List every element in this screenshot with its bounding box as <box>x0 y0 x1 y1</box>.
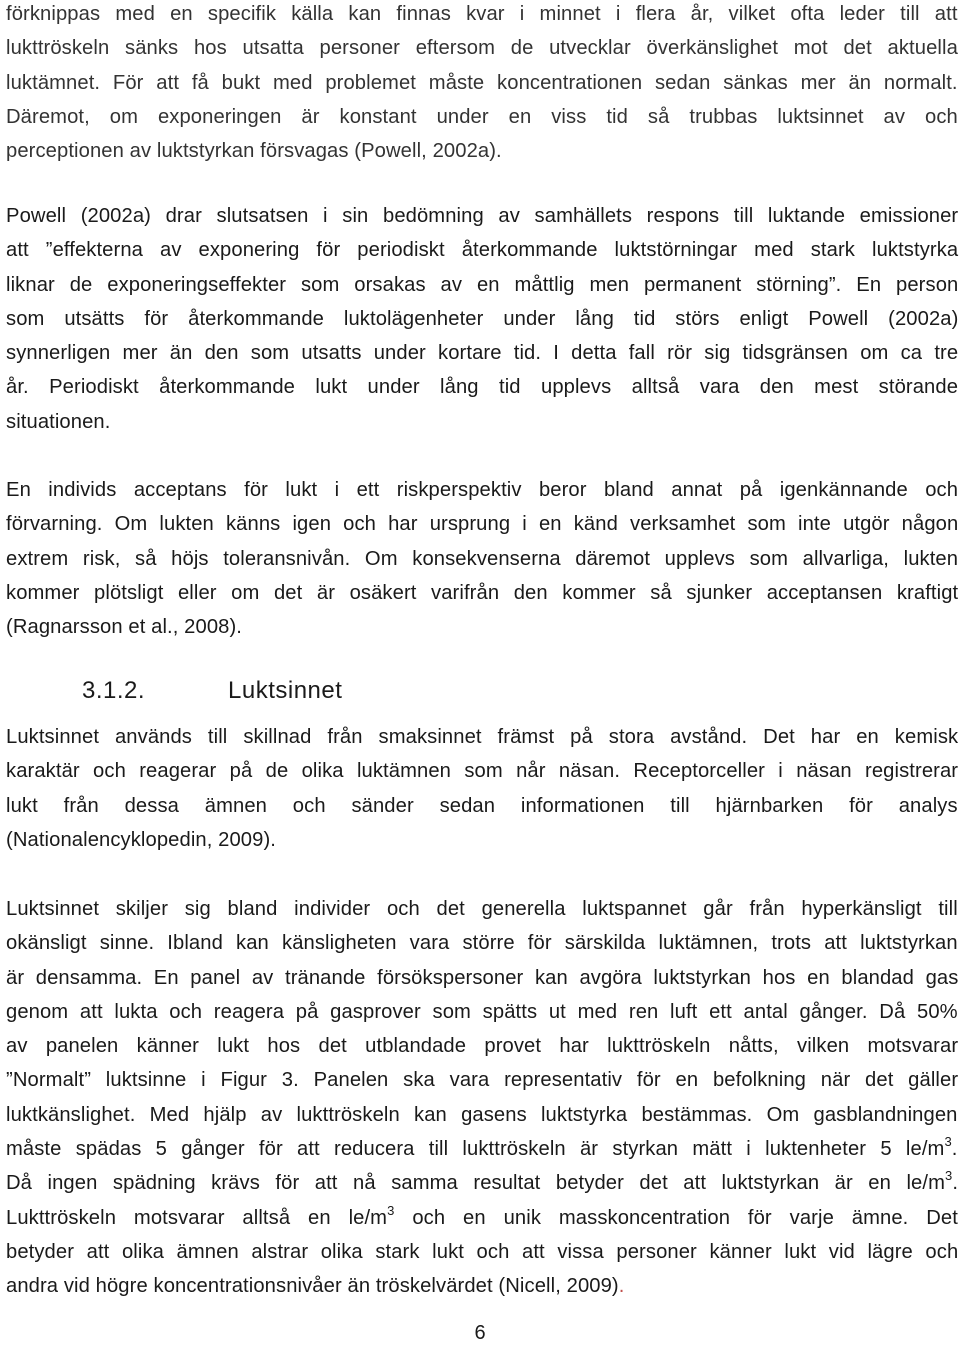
line-end: . <box>952 1172 959 1195</box>
text-line: förvarning. Om lukten känns igen och har ursprung i en känd verksamhet som inte utgör någon <box>6 513 959 536</box>
section-title: Luktsinnet <box>228 677 343 704</box>
text-line: Luktsinnet skiljer sig bland individer och det generella luktspannet går från hyperkänsligt till <box>6 898 958 920</box>
text-line: lukttröskeln sänks hos utsatta personer eftersom de utvecklar överkänslighet mot det aktuella <box>6 37 958 60</box>
paragraph-luktsinnet <box>6 720 958 857</box>
text-line: år. Periodiskt återkommande lukt under lång tid upplevs alltså vara den mest störande <box>6 376 959 399</box>
paragraph-threshold <box>6 892 958 1304</box>
text-line: lukt från dessa ämnen och sänder sedan informationen till hjärnbarken för analys <box>6 794 958 817</box>
line-text: andra vid högre koncentrationsnivåer än tröskelvärdet (Nicell, 2009) <box>6 1275 619 1298</box>
text-line: luktkänslighet. Med hjälp av lukttröskeln kan gasens luktstyrka bestämmas. Om gasblandningen <box>6 1103 958 1126</box>
text-line: karaktär och reagerar på de olika luktämnen som når näsan. Receptorceller i näsan registrerar <box>6 760 959 783</box>
text-line: ”Normalt” luktsinne i Figur 3. Panelen ska vara representativ för en befolkning när det gäller <box>6 1069 959 1092</box>
text-line: luktämnet. För att få bukt med problemet måste koncentrationen sedan sänkas mer än normalt. <box>6 71 958 94</box>
line-text: måste spädas 5 gånger för att reducera till lukttröskeln är styrkan mätt i luktenheter 5 le/m <box>6 1138 945 1161</box>
text-line <box>6 1132 958 1166</box>
text-line: är densamma. En panel av tränande försökspersoner kan avgöra luktstyrkan hos en blandad gas <box>6 966 959 989</box>
text-line: Powell (2002a) drar slutsatsen i sin bedömning av samhällets respons till luktande emissioner <box>6 205 959 227</box>
text-line: En individs acceptans för lukt i ett riskperspektiv beror bland annat på igenkännande och <box>6 479 959 501</box>
text-line: Däremot, om exponeringen är konstant under en viss tid så trubbas luktsinnet av och <box>6 105 958 128</box>
text-line: genom att lukta och reagera på gasprover som spätts ut med ren luft ett antal gånger. Då 50% <box>6 1000 958 1023</box>
line-text: Då ingen spädning krävs för att nå samma resultat betyder det att luktstyrkan är en le/m <box>6 1172 946 1195</box>
text-line: som utsätts för återkommande luktolägenheter under lång tid störs enligt Powell (2002a) <box>6 307 959 330</box>
text-line: betyder att olika ämnen alstrar olika stark lukt och att vissa personer känner lukt vid lägre och <box>6 1240 959 1263</box>
text-line: okänsligt sinne. Ibland kan känsligheten vara större för särskilda luktämnen, trots att luktstyrkan <box>6 932 958 955</box>
line-end: . <box>618 1275 625 1298</box>
text-line: extrem risk, så höjs toleransnivån. Om konsekvenserna däremot upplevs som allvarliga, lukten <box>6 547 959 570</box>
superscript: 3 <box>945 1168 953 1184</box>
text-line: Luktsinnet används till skillnad från smaksinnet främst på stora avstånd. Det har en kemisk <box>6 726 959 748</box>
text-line <box>6 1166 958 1200</box>
text-line: (Ragnarsson et al., 2008). <box>6 616 243 639</box>
text-line: (Nationalencyklopedin, 2009). <box>6 828 276 851</box>
text-line: synnerligen mer än den som utsatts under kortare tid. I detta fall rör sig tidsgränsen om ca tre <box>6 342 959 365</box>
superscript: 3 <box>944 1134 952 1150</box>
text-line: av panelen känner lukt hos det utblandade provet har lukttröskeln nåtts, vilken motsvarar <box>6 1035 959 1058</box>
text-line: att ”effekterna av exponering för periodiskt återkommande luktstörningar med stark luktstyrka <box>6 239 959 262</box>
line-text: Lukttröskeln motsvarar alltså en le/m <box>6 1206 388 1229</box>
section-number: 3.1.2. <box>82 677 146 704</box>
superscript: 3 <box>387 1202 395 1218</box>
text-line: förknippas med en specifik källa kan finnas kvar i minnet i flera år, vilket ofta leder till att <box>6 3 958 25</box>
paragraph-powell <box>6 199 958 439</box>
text-line: situationen. <box>6 410 111 433</box>
text-line: kommer plötsligt eller om det är osäkert varifrån den kommer så sjunker acceptansen kraftigt <box>6 581 959 604</box>
text-line: perceptionen av luktstyrkan försvagas (Powell, 2002a). <box>6 140 502 163</box>
text-line: liknar de exponeringseffekter som orsakas av en måttlig men permanent störning”. En person <box>6 273 959 296</box>
document-page <box>6 0 958 1346</box>
paragraph-acceptance <box>6 473 958 644</box>
text-line <box>6 1269 958 1303</box>
intro-paragraph <box>6 0 958 168</box>
text-line <box>6 1201 958 1235</box>
line-end: . <box>951 1138 958 1161</box>
section-heading <box>82 677 342 705</box>
line-end: och en unik masskoncentration för varje ämne. Det <box>394 1206 958 1229</box>
page-number: 6 <box>474 1322 486 1344</box>
